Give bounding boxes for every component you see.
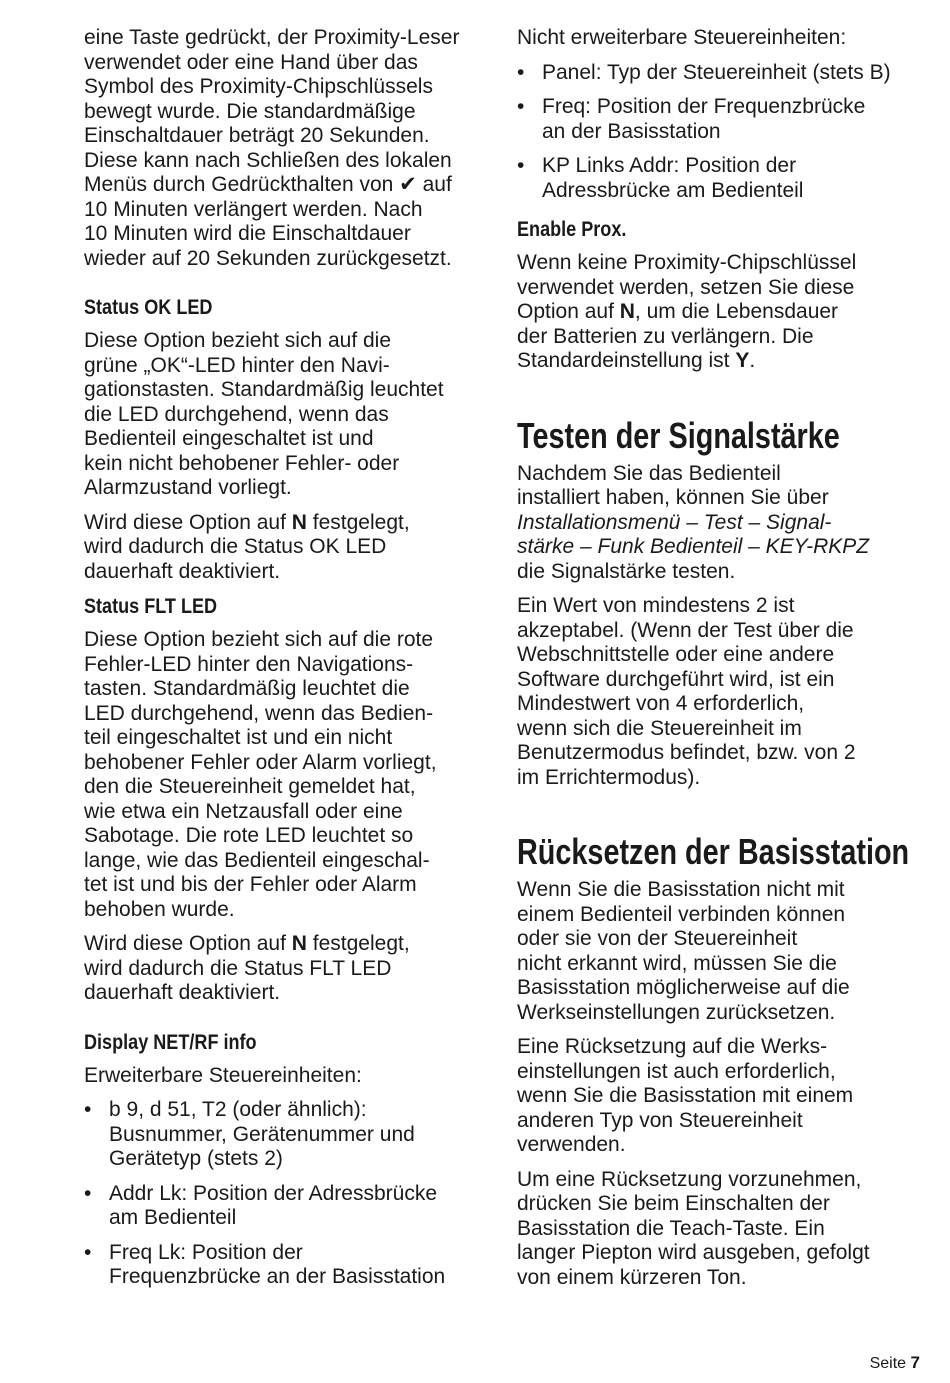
signal-text-c: die Signalstärke testen. bbox=[517, 559, 736, 583]
list-item: • KP Links Addr: Position der Adressbrücke am Bedienteil bbox=[517, 154, 922, 203]
enable-text-c: , um die Lebensdauer der Batterien zu verlängern. Die Standardeinstellung ist bbox=[517, 300, 839, 372]
list-item: • Addr Lk: Position der Adressbrücke am Bedienteil bbox=[84, 1182, 496, 1231]
enable-text-e: . bbox=[749, 349, 756, 372]
enable-text-a: Wenn keine Proximity-Chipschlüssel verwendet werden, setzen Sie diese Option auf bbox=[517, 251, 857, 323]
status-ok-paragraph: Diese Option bezieht sich auf die grüne „OK“-LED hinter den Navi- gationstasten. Standardmäßig leuchtet die LED durchgehend, wenn das Bedienteil eingeschaltet ist und kein nicht behobener Fehler- oder Alarmzustand vorliegt. bbox=[84, 329, 444, 499]
right-column bbox=[517, 26, 922, 1300]
list-item: • Panel: Typ der Steuereinheit (stets B) bbox=[517, 61, 922, 86]
display-intro: Erweiterbare Steuereinheiten: bbox=[84, 1063, 362, 1087]
status-flt-paragraph: Diese Option bezieht sich auf die rote Fehler-LED hinter den Navigations- tasten. Standardmäßig leuchtet die LED durchgehend, wenn das Bedien- teil eingeschaltet ist und ein nicht behobener Fehler oder Alarm vorliegt, den die Steuereinheit gemeldet hat, wie etwa ein Netzausfall oder eine Sabotage. Die rote LED leuchtet so lange, wie das Bedienteil eingeschal- tet ist und bis der Fehler oder Alarm behoben wurde. bbox=[84, 628, 437, 921]
list-item: • b 9, d 51, T2 (oder ähnlich): Busnummer, Gerätenummer und Gerätetyp (stets 2) bbox=[84, 1098, 496, 1172]
enable-prox-heading: Enable Prox. bbox=[517, 218, 627, 241]
reset-heading: Rücksetzen der Basisstation bbox=[517, 831, 910, 872]
signal-paragraph bbox=[517, 462, 922, 585]
status-ok-note-value: N bbox=[291, 510, 307, 534]
list-item: • Freq Lk: Position der Frequenzbrücke an der Basisstation bbox=[84, 1241, 496, 1290]
signal-heading: Testen der Signalstärke bbox=[517, 414, 840, 456]
reset-paragraph-2: Eine Rücksetzung auf die Werks- einstellungen ist auch erforderlich, wenn Sie die Basisstation mit einem anderen Typ von Steuereinheit verwenden. bbox=[517, 1035, 854, 1156]
status-ok-note-a: Wird diese Option auf bbox=[84, 510, 292, 534]
intro-paragraph: eine Taste gedrückt, der Proximity-Leser verwendet oder eine Hand über das Symbol des Proximity-Chipschlüssels bewegt wurde. Die standardmäßige Einschaltdauer beträgt 20 Sekunden. Diese kann nach Schließen des lokalen Menüs durch Gedrückthalten von ✔ auf 10 Minuten verlängert werden. Nach 10 Minuten wird die Einschaltdauer wieder auf 20 Sekunden zurückgesetzt. bbox=[84, 26, 460, 270]
signal-text-a: Nachdem Sie das Bedienteil installiert haben, können Sie über bbox=[517, 461, 829, 509]
page-footer bbox=[870, 1353, 920, 1373]
display-net-rf-heading: Display NET/RF info bbox=[84, 1030, 257, 1054]
left-column bbox=[84, 26, 496, 1300]
reset-paragraph-1: Wenn Sie die Basisstation nicht mit einem Bedienteil verbinden können oder sie von der Steuereinheit nicht erkannt wird, müssen Sie die Basisstation möglicherweise auf die Werkseinstellungen zurücksetzen. bbox=[517, 878, 850, 1024]
page-label: Seite bbox=[869, 1355, 911, 1372]
enable-prox-paragraph bbox=[517, 251, 922, 374]
status-flt-note-a: Wird diese Option auf bbox=[84, 932, 292, 955]
reset-paragraph-3: Um eine Rücksetzung vorzunehmen, drücken Sie beim Einschalten der Basisstation die Teach-Taste. Ein langer Piepton wird ausgeben, gefolgt von einem kürzeren Ton. bbox=[517, 1167, 870, 1289]
status-flt-note-c: festgelegt, wird dadurch die Status FLT LED dauerhaft deaktiviert. bbox=[84, 932, 410, 1004]
status-ok-note-c: festgelegt, wird dadurch die Status OK LED dauerhaft deaktiviert. bbox=[84, 510, 410, 583]
list-item: • Freq: Position der Frequenzbrücke an der Basisstation bbox=[517, 95, 922, 144]
page-number: 7 bbox=[910, 1353, 920, 1372]
signal-menu-path: Installationsmenü – Test – Signal- stärke – Funk Bedienteil – KEY-RKPZ bbox=[517, 510, 870, 558]
enable-value-y: Y bbox=[735, 349, 750, 372]
enable-value-n: N bbox=[619, 300, 635, 323]
status-ok-note bbox=[84, 511, 496, 585]
status-flt-note-value: N bbox=[291, 932, 307, 955]
status-ok-heading: Status OK LED bbox=[84, 296, 213, 319]
nonext-list bbox=[517, 61, 922, 204]
status-flt-heading: Status FLT LED bbox=[84, 595, 218, 618]
status-flt-note bbox=[84, 932, 496, 1006]
nonext-intro: Nicht erweiterbare Steuereinheiten: bbox=[517, 26, 847, 49]
display-list bbox=[84, 1098, 496, 1290]
signal-value-paragraph: Ein Wert von mindestens 2 ist akzeptabel. (Wenn der Test über die Webschnittstelle oder eine andere Software durchgeführt wird, ist ein Mindestwert von 4 erforderlich, wenn sich die Steuereinheit im Benutzermodus befindet, bzw. von 2 im Errichtermodus). bbox=[517, 594, 856, 789]
